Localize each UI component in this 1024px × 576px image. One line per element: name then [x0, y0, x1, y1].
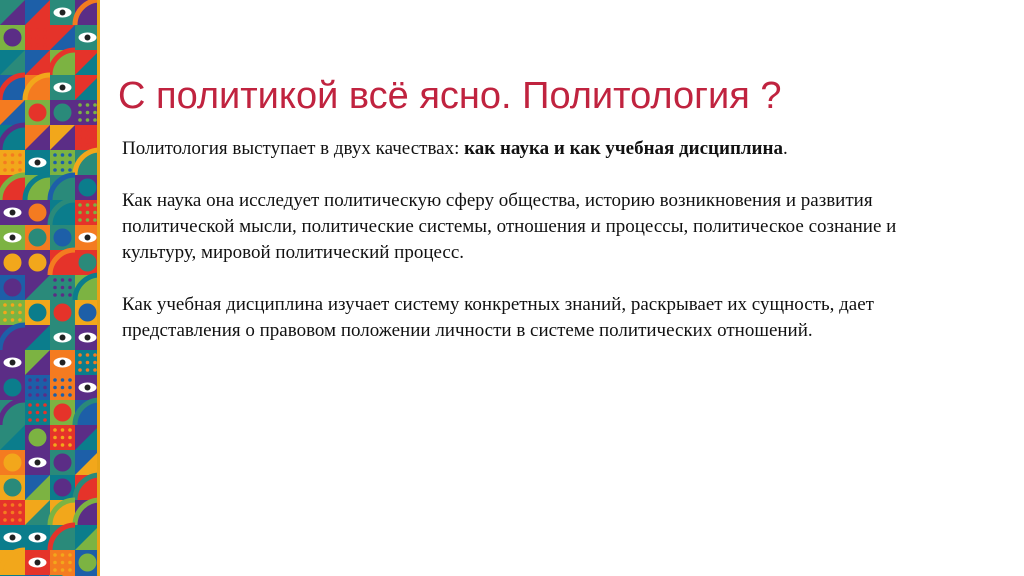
- intro-text: Политология выступает в двух качествах:: [122, 138, 465, 159]
- paragraph-science: Как наука она исследует политическую сферу общества, историю возникновения и развития политической мысли, политические системы, отношения и процессы, политическое сознание и культуру, мировой политический процесс.: [122, 190, 897, 263]
- slide-body: [122, 136, 942, 370]
- intro-period: .: [782, 138, 788, 159]
- paragraph-intro: [122, 136, 942, 162]
- accent-divider: [97, 0, 100, 576]
- paragraph-discipline: Как учебная дисциплина изучает систему конкретных знаний, раскрывает их сущность, дает представления о правовом положении личности в системе политических отношений.: [122, 294, 874, 341]
- intro-bold-text: как наука и как учебная дисциплина: [464, 138, 783, 159]
- mosaic-ornament: [0, 0, 100, 576]
- decorative-mosaic-strip: [0, 0, 100, 576]
- slide-title: С политикой всё ясно. Политология ?: [118, 75, 782, 117]
